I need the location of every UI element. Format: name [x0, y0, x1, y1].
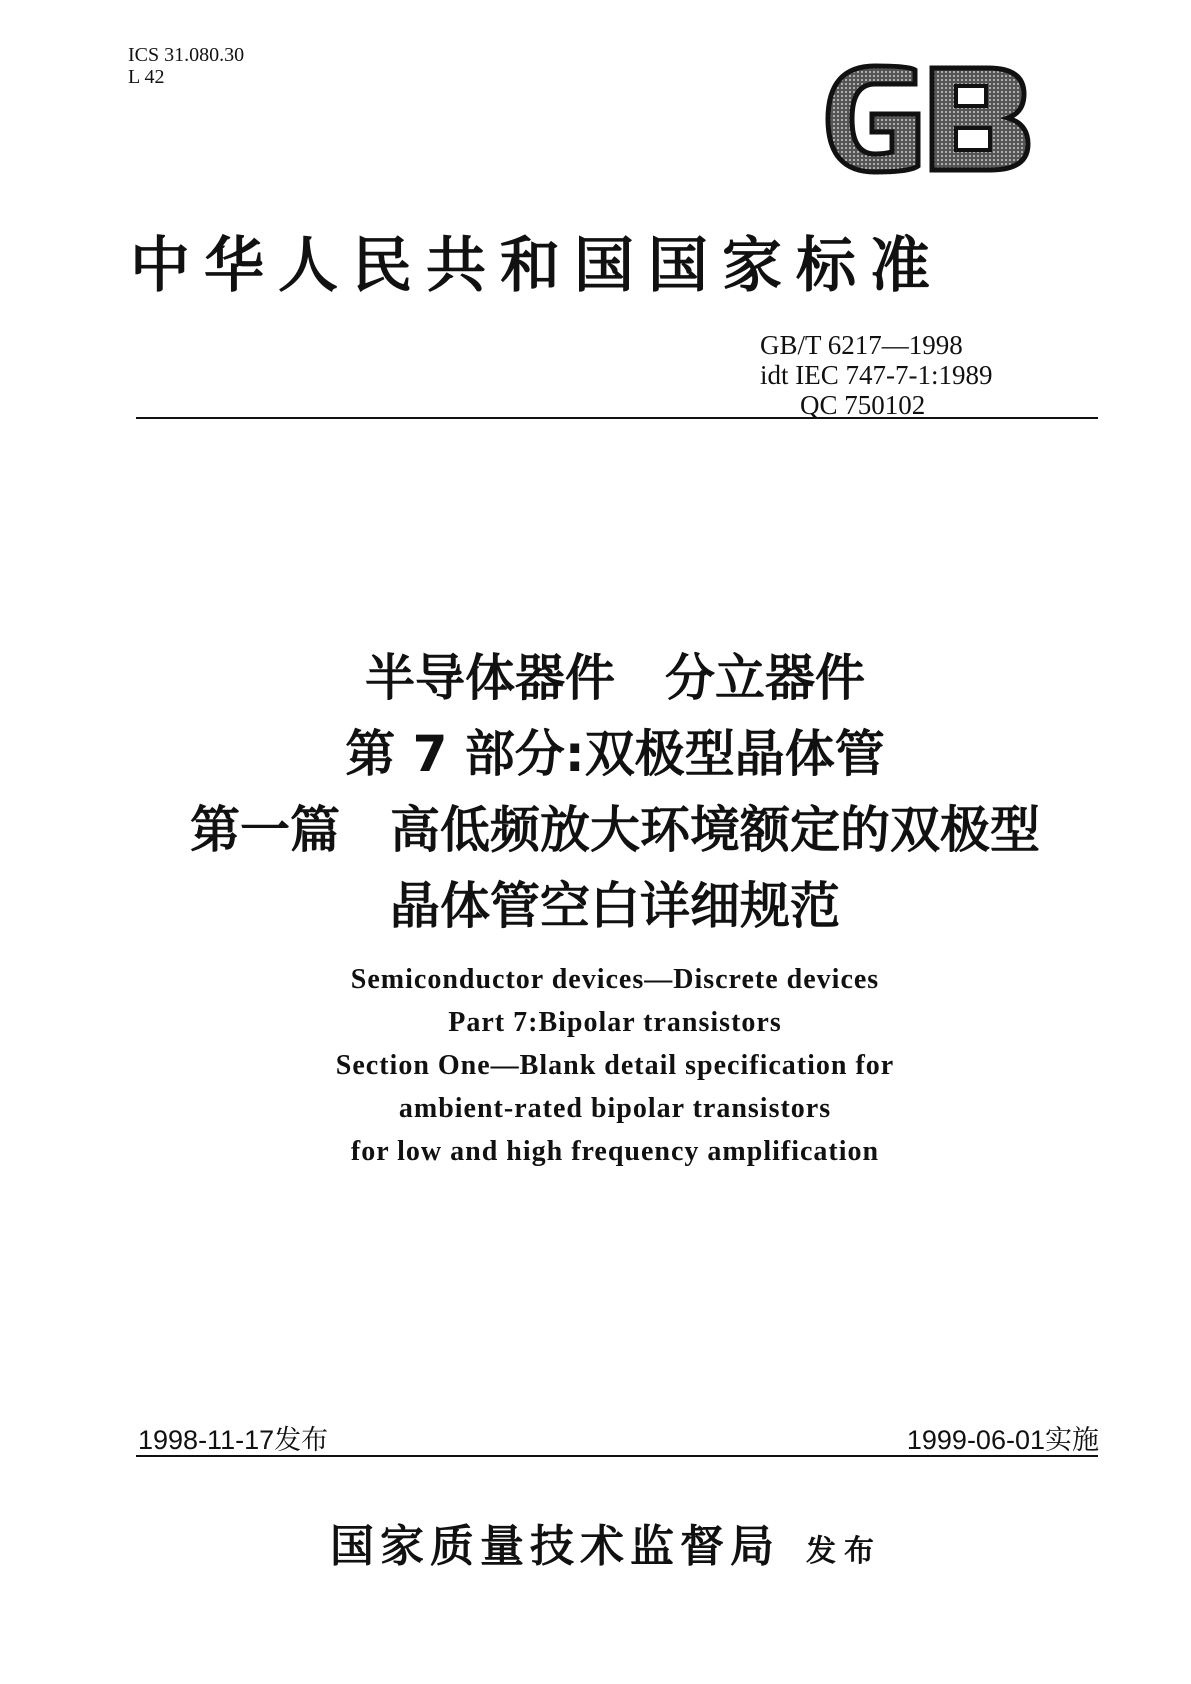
qc-number: QC 750102	[800, 390, 926, 420]
footer-divider	[136, 1455, 1098, 1457]
issue-date: 1998-11-17发布	[138, 1425, 329, 1455]
english-title-line-1: Semiconductor devices—Discrete devices	[350, 964, 880, 995]
chinese-title-line-1: 半导体器件 分立器件	[365, 649, 865, 707]
publisher-name: 国家质量技术监督局	[330, 1521, 780, 1572]
national-standard-title: 中华人民共和国国家标准	[130, 231, 944, 301]
chinese-title-line-2: 第 7 部分:双极型晶体管	[345, 725, 885, 783]
header-divider	[136, 417, 1098, 419]
publisher	[330, 1510, 882, 1574]
english-title-line-2: Part 7:Bipolar transistors	[448, 1007, 782, 1038]
english-title	[120, 958, 1110, 1173]
standard-numbers	[760, 330, 992, 420]
english-title-line-4: ambient-rated bipolar transistors	[398, 1093, 832, 1124]
iec-number: idt IEC 747-7-1:1989	[760, 360, 993, 390]
chinese-title	[120, 640, 1110, 944]
chinese-title-line-4: 晶体管空白详细规范	[390, 877, 840, 935]
english-title-line-5: for low and high frequency amplification	[350, 1136, 880, 1167]
gb-logo	[820, 62, 1032, 176]
effective-date: 1999-06-01实施	[906, 1425, 1099, 1455]
classification-codes	[128, 44, 244, 88]
ics-code: ICS 31.080.30	[128, 44, 245, 66]
ccs-code: L 42	[128, 66, 165, 88]
publisher-suffix: 发布	[806, 1534, 882, 1569]
chinese-title-line-3: 第一篇 高低频放大环境额定的双极型	[190, 801, 1040, 859]
gb-number: GB/T 6217—1998	[760, 330, 963, 360]
english-title-line-3: Section One—Blank detail specification for	[335, 1050, 895, 1081]
